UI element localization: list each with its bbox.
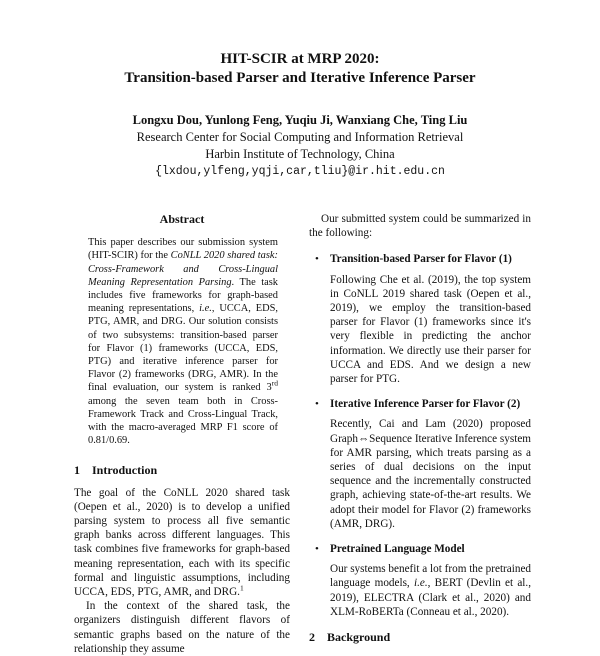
contribution-list <box>309 252 531 619</box>
footnote-mark[interactable]: 1 <box>239 583 244 593</box>
affiliation-line-2: Harbin Institute of Technology, China <box>205 147 395 161</box>
list-item <box>309 252 531 386</box>
summary-intro: Our submitted system could be summarized in the following: <box>309 213 531 240</box>
section-title: Background <box>327 630 391 645</box>
right-column <box>309 212 531 652</box>
item-body: Recently, Cai and Lam (2020) proposed Graph⇔Sequence Iterative Inference system for AMR parsing, which treats parsing as a series of dual decisions on the input sequence and the incrementally constructed graph, achieving state-of-the-art results. We adopt their model for Flavor (2) frameworks (AMR, DRG). <box>330 418 531 530</box>
abstract-ie: i.e. <box>199 303 212 315</box>
section-number: 2 <box>309 630 315 645</box>
item-title: Transition-based Parser for Flavor (1) <box>330 253 512 266</box>
item-body-ie: i.e. <box>413 577 428 590</box>
bullet-icon: • <box>315 398 319 411</box>
abstract-rank-superscript: rd <box>271 378 278 388</box>
list-item <box>309 397 531 531</box>
bullet-icon: • <box>315 253 319 266</box>
item-body-part-2: , BERT (Devlin et al., 2019), ELECTRA (Clark et al., 2020) and XLM-RoBERTa (Conneau et al., 2020). <box>330 577 531 618</box>
left-column <box>74 212 290 656</box>
paper-title <box>0 50 600 88</box>
intro-paragraph-2: In the context of the shared task, the organizers distinguish different flavors of semantic graphs based on the nature of the relationship they assume <box>74 600 290 655</box>
author-email: {lxdou,ylfeng,yqji,car,tliu}@ir.hit.edu.cn <box>155 165 445 178</box>
item-title: Iterative Inference Parser for Flavor (2) <box>330 398 521 411</box>
item-body-part-1: Our systems benefit a lot from the pretrained language models, <box>330 563 532 590</box>
abstract-part-1: This paper describes our submission system (HIT-SCIR) for the <box>88 237 278 262</box>
title-line-2: Transition-based Parser and Iterative Inference Parser <box>124 70 476 86</box>
item-title: Pretrained Language Model <box>330 543 465 556</box>
item-body <box>330 562 531 619</box>
author-block <box>0 112 600 180</box>
section-heading-background <box>309 630 531 644</box>
affiliation-line-1: Research Center for Social Computing and Information Retrieval <box>136 130 464 144</box>
section-number: 1 <box>74 463 80 478</box>
list-item <box>309 542 531 619</box>
abstract-text <box>88 236 278 447</box>
bullet-icon: • <box>315 543 319 556</box>
intro-paragraph-1-text: The goal of the CoNLL 2020 shared task (Oepen et al., 2020) is to develop a unified parsing system to process all five semantic graph banks across different languages. This task combines five frameworks for graph-based meaning representation, each with its specific formal and linguistic assumptions, including UCCA, EDS, PTG, AMR, and DRG. <box>74 486 290 599</box>
section-title: Introduction <box>92 463 158 478</box>
abstract-part-2: . The task includes five frameworks for graph-based meaning representations, <box>88 276 278 315</box>
abstract-heading: Abstract <box>159 212 205 226</box>
item-body: Following Che et al. (2019), the top system in CoNLL 2019 shared task (Oepen et al., 2019), we employ the transition-based parser for Flavor (1) frameworks since it's very flexible in predicting the anchor information. We directly use their parser for UCCA and EDS. And we design a new parser for PTG. <box>330 273 531 386</box>
section-heading-introduction <box>74 463 290 477</box>
abstract-part-3: , UCCA, EDS, PTG, AMR, and DRG. Our solution consists of two subsystems: transition-based parser for Flavor (1) frameworks (UCCA, EDS, PTG) and iterative inference parser for Flavor (2) frameworks (DRG, AMR). In the final evaluation, our system is ranked 3 <box>88 303 278 394</box>
abstract-task-name: CoNLL 2020 shared task: Cross-Framework and Cross-Lingual Meaning Representation Parsing <box>88 250 278 288</box>
author-names: Longxu Dou, Yunlong Feng, Yuqiu Ji, Wanxiang Che, Ting Liu <box>132 113 468 127</box>
title-line-1: HIT-SCIR at MRP 2020: <box>220 51 380 67</box>
abstract-part-4: among the seven team both in Cross-Framework Track and Cross-Lingual Track, with the macro-averaged MRP F1 score of 0.81/0.69. <box>88 395 278 447</box>
intro-paragraph-1 <box>74 486 290 600</box>
